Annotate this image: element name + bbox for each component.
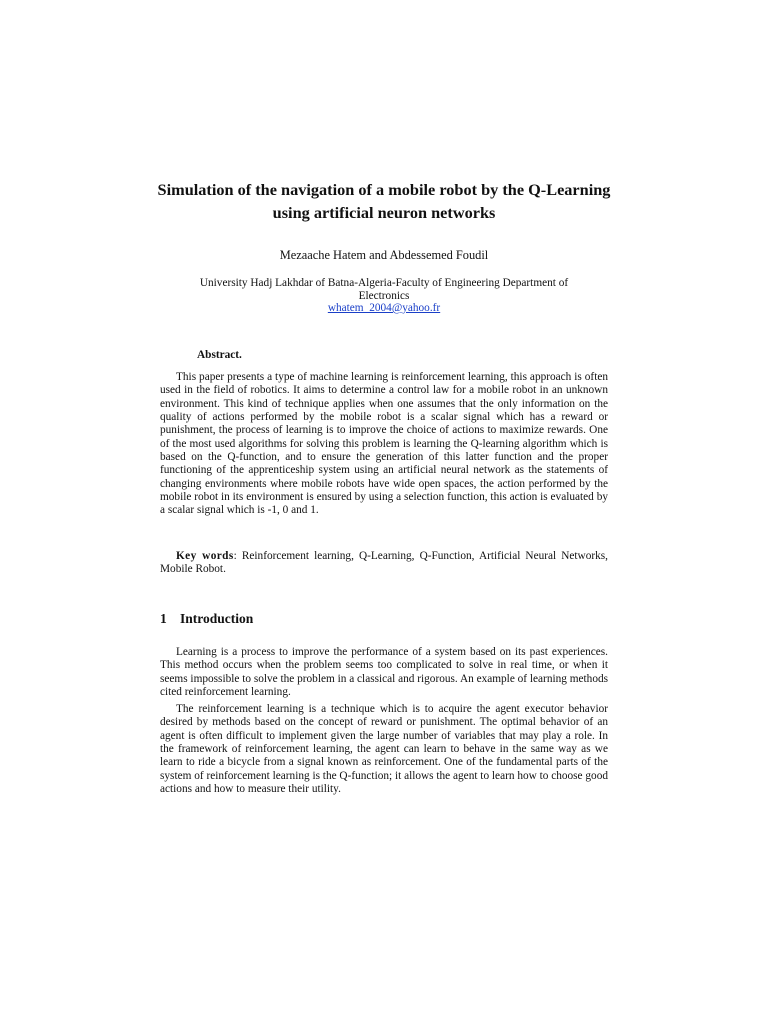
intro-paragraph: Learning is a process to improve the performance of a system based on its past experiences. This method occurs when the problem seems too complicated to solve in real time, or when it seems impossible to solve the problem in a classical and rigorous. An example of learning methods cited reinforcement learning. (160, 646, 609, 699)
abstract-text: This paper presents a type of machine learning is reinforcement learning, this approach is often used in the field of robotics. It aims to determine a control law for a mobile robot in an unknown environment. This kind of technique applies when one assumes that the only information on the quality of actions performed by the mobile robot is a scalar signal which has a reward or punishment, the process of learning is to improve the choice of actions to maximize rewards. One of the most used algorithms for solving this problem is learning the Q-learning algorithm which is based on the Q-function, and to ensure the generation of this latter function and the proper functioning of the apprenticeship system using an artificial neural network as the statements of changing environments where mobile robots have wide open spaces, the action performed by the mobile robot in its environment is ensured by using a selection function, this action is evaluated by a scalar signal which is -1, 0 and 1. (160, 371, 608, 517)
abstract-heading: Abstract. (197, 349, 242, 361)
section-heading-introduction (160, 611, 253, 627)
keywords (160, 550, 608, 577)
keywords-list: : Reinforcement learning, Q-Learning, Q-Function, Artificial Neural Networks, Mobile Robot. (160, 550, 608, 576)
author-email (160, 302, 608, 315)
intro-paragraph: The reinforcement learning is a technique which is to acquire the agent executor behavior desired by methods based on the concept of reward or punishment. The optimal behavior of an agent is often difficult to implement given the large number of variables that may play a role. In the framework of reinforcement learning, the agent can learn to behave in the same way as we learn to ride a bicycle from a signal known as reinforcement. One of the fundamental parts of the system of reinforcement learning is the Q-function; it allows the agent to learn how to choose good actions and how to measure their utility. (160, 703, 608, 796)
paper-authors: Mezaache Hatem and Abdessemed Foudil (279, 248, 489, 262)
section-number: 1 (160, 611, 167, 626)
section-title: Introduction (180, 611, 254, 626)
paper-affiliation: University Hadj Lakhdar of Batna-Algeria-Faculty of Engineering Department of Electronics (199, 277, 569, 302)
author-email-link[interactable]: whatem_2004@yahoo.fr (327, 302, 441, 314)
paper-title: Simulation of the navigation of a mobile robot by the Q-Learning using artificial neuron networks (157, 180, 611, 222)
keywords-label: Key words (176, 550, 234, 562)
